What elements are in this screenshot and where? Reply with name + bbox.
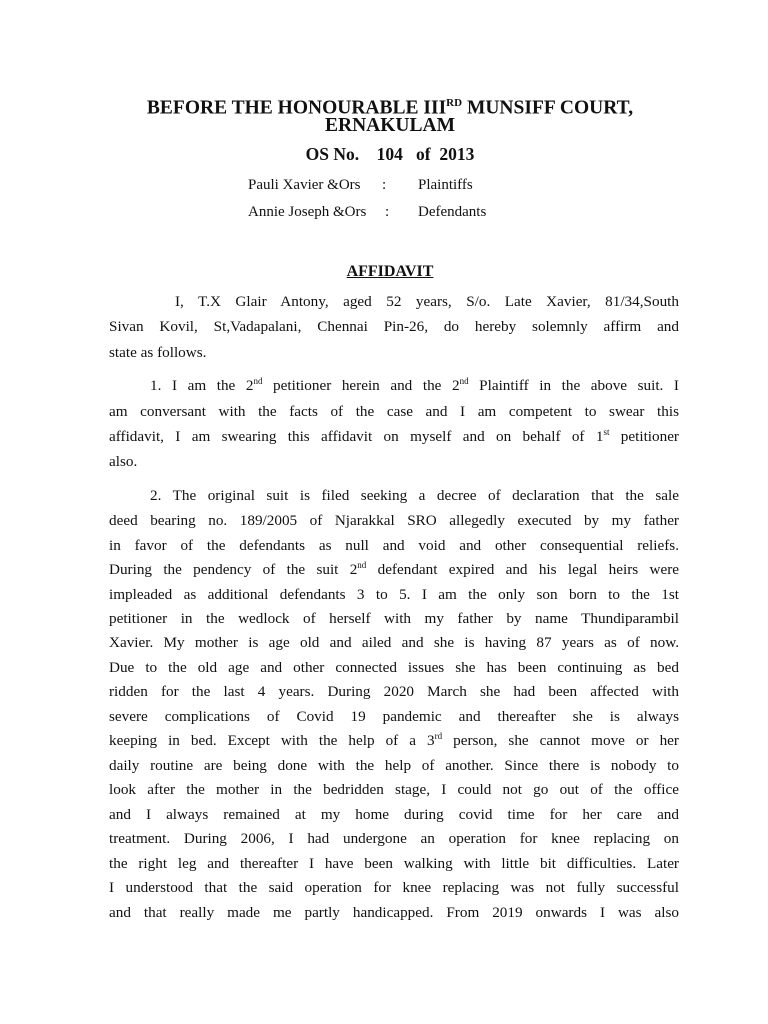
- para2-line-15: treatment. During 2006, I had undergone an operation for knee replacing on: [109, 830, 679, 847]
- para2-line-1: 2. The original suit is filed seeking a decree of declaration that the sale: [150, 487, 679, 504]
- court-title-superscript: RD: [446, 97, 463, 109]
- para2-line-5: impleaded as additional defendants 3 to 5. I am the only son born to the 1st: [109, 586, 679, 603]
- document-title: AFFIDAVIT: [346, 263, 434, 280]
- para2-line-7: Xavier. My mother is age old and ailed and she is having 87 years as of now.: [109, 634, 679, 651]
- case-number: OS No. 104 of 2013: [305, 144, 475, 164]
- party-2-name: Annie Joseph &Ors: [248, 204, 367, 220]
- court-title-text: BEFORE THE HONOURABLE III: [146, 97, 447, 119]
- party-1-role: Plaintiffs: [418, 177, 473, 193]
- para1-line-1: 1. I am the 2nd petitioner herein and the 2nd Plaintiff in the above suit. I: [150, 375, 679, 394]
- para2-line-12: daily routine are being done with the help of another. Since there is nobody to: [109, 757, 679, 774]
- para2-line-17: I understood that the said operation for knee replacing was not fully successful: [109, 879, 679, 896]
- para1-line-2: am conversant with the facts of the case and I am competent to swear this: [109, 403, 679, 420]
- court-title-line-2: ERNAKULAM: [325, 115, 455, 136]
- para2-line-13: look after the mother in the bedridden stage, I could not go out of the office: [109, 781, 679, 798]
- para2-line-11: keeping in bed. Except with the help of a 3rd person, she cannot move or her: [109, 730, 679, 749]
- para2-line-3: in favor of the defendants as null and void and other consequential reliefs.: [109, 537, 679, 554]
- intro-line-1: I, T.X Glair Antony, aged 52 years, S/o. Late Xavier, 81/34,South: [175, 293, 679, 310]
- para2-line-14: and I always remained at my home during covid time for her care and: [109, 806, 679, 823]
- party-1-name: Pauli Xavier &Ors: [248, 177, 361, 193]
- para2-line-18: and that really made me partly handicapped. From 2019 onwards I was also: [109, 904, 679, 921]
- para2-line-8: Due to the old age and other connected issues she has been continuing as bed: [109, 659, 679, 676]
- para2-line-6: petitioner in the wedlock of herself with my father by name Thundiparambil: [109, 610, 679, 627]
- para2-line-9: ridden for the last 4 years. During 2020 March she had been affected with: [109, 683, 679, 700]
- para2-line-4: During the pendency of the suit 2nd defendant expired and his legal heirs were: [109, 559, 679, 578]
- para2-line-2: deed bearing no. 189/2005 of Njarakkal SRO allegedly executed by my father: [109, 512, 679, 529]
- para2-line-10: severe complications of Covid 19 pandemic and thereafter she is always: [109, 708, 679, 725]
- para1-line-3: affidavit, I am swearing this affidavit on myself and on behalf of 1st petitioner: [109, 426, 679, 445]
- court-title-text-end: MUNSIFF COURT,: [462, 97, 634, 119]
- party-1-separator: :: [382, 177, 387, 193]
- intro-line-3: state as follows.: [109, 344, 207, 361]
- party-2-separator: :: [385, 204, 390, 220]
- para1-line-4: also.: [109, 453, 138, 470]
- party-2-role: Defendants: [418, 204, 487, 220]
- para2-line-16: the right leg and thereafter I have been walking with little bit difficulties. Later: [109, 855, 679, 872]
- intro-line-2: Sivan Kovil, St,Vadapalani, Chennai Pin-26, do hereby solemnly affirm and: [109, 318, 679, 335]
